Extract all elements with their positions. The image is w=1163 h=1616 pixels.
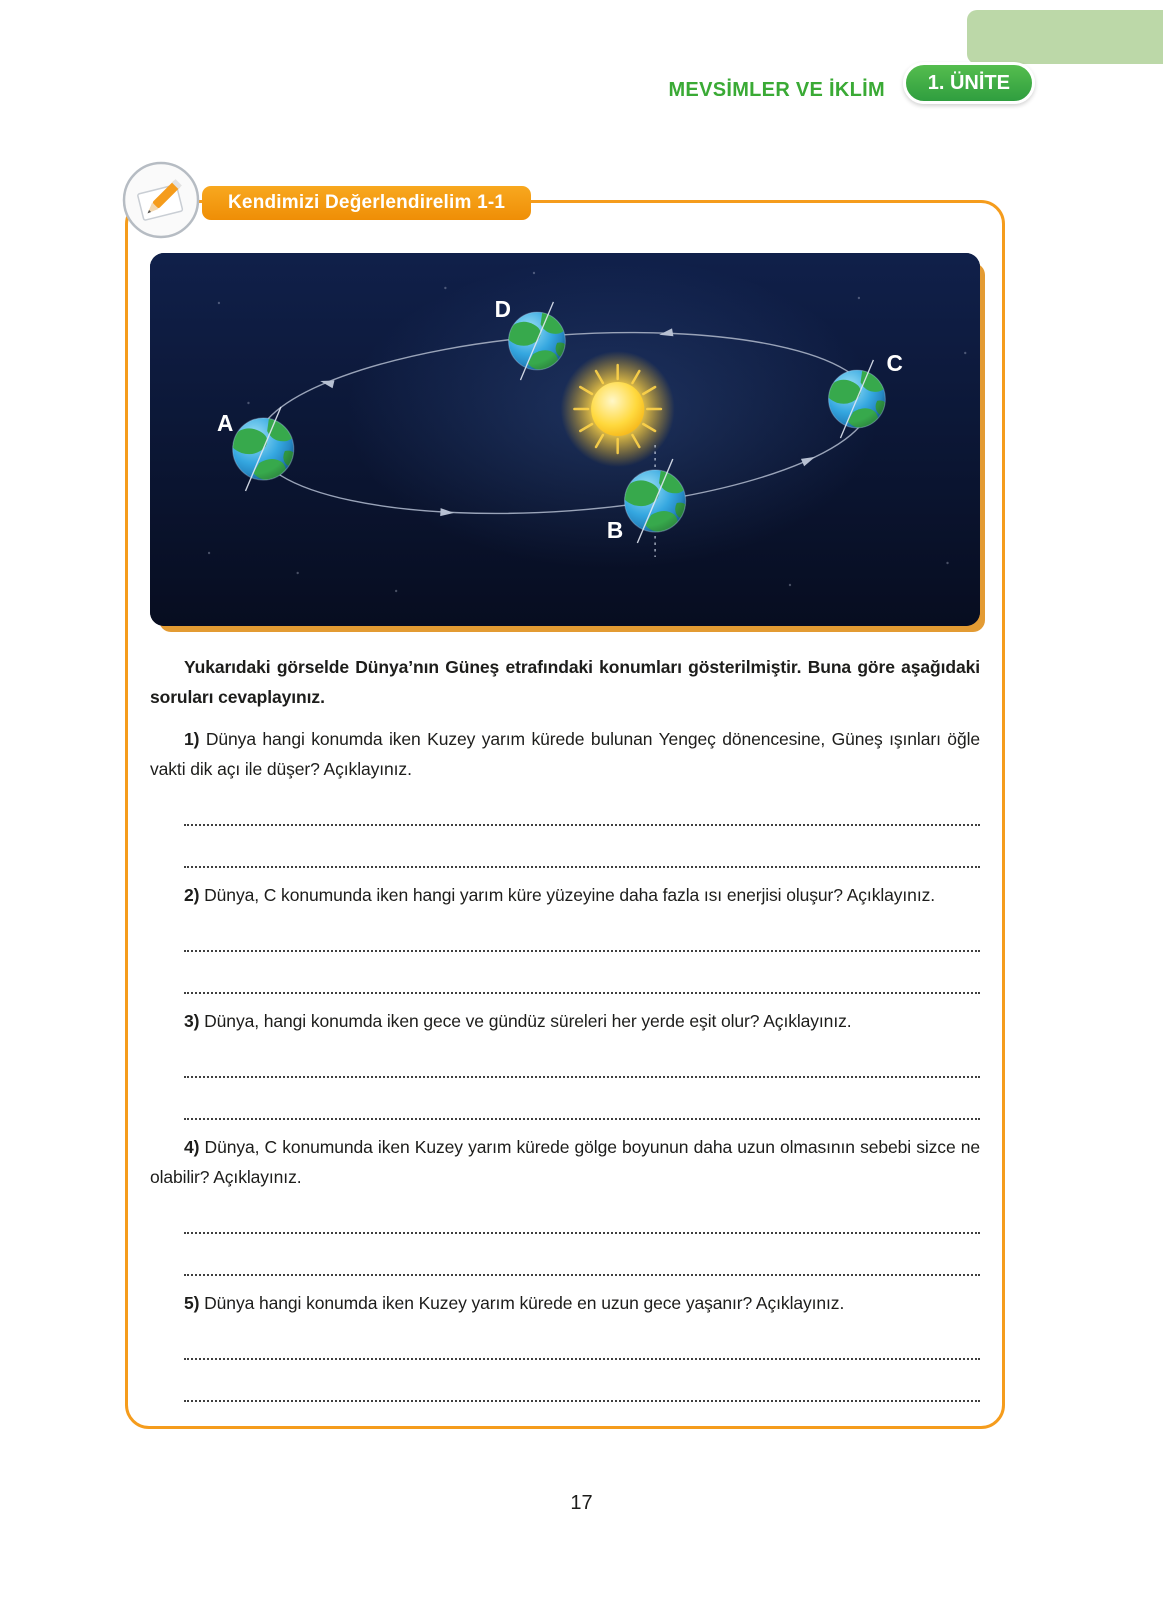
question-number: 4)	[184, 1137, 200, 1157]
question-block-2	[150, 880, 980, 994]
question-block-4	[150, 1132, 980, 1276]
question-body: Dünya, hangi konumda iken gece ve gündüz süreleri her yerde eşit olur? Açıklayınız.	[204, 1011, 852, 1031]
page-number: 17	[570, 1492, 593, 1514]
orbit-diagram	[150, 253, 980, 626]
sun	[561, 351, 675, 467]
question-text	[150, 880, 980, 910]
question-text	[150, 1132, 980, 1192]
corner-decoration	[967, 10, 1163, 64]
position-label-a: A	[216, 409, 234, 437]
answer-line	[184, 826, 980, 868]
answer-line	[184, 1360, 980, 1402]
question-body: Dünya, C konumunda iken hangi yarım küre yüzeyine daha fazla ısı enerjisi oluşur? Açıklayınız.	[204, 885, 935, 905]
question-block-1	[150, 724, 980, 868]
question-number: 1)	[184, 729, 200, 749]
worksheet-box	[125, 192, 1005, 1429]
question-body: Dünya, C konumunda iken Kuzey yarım kürede gölge boyunun daha uzun olmasının sebebi sizce ne olabilir? Açıklayınız.	[150, 1137, 981, 1187]
answer-line	[184, 1036, 980, 1078]
position-label-b: B	[606, 516, 624, 544]
pencil-icon	[120, 159, 202, 241]
question-number: 3)	[184, 1011, 200, 1031]
answer-line	[184, 1318, 980, 1360]
answer-line	[184, 1192, 980, 1234]
answer-line	[184, 784, 980, 826]
question-block-5	[150, 1288, 980, 1402]
question-text	[150, 724, 980, 784]
answer-line	[184, 910, 980, 952]
question-text	[150, 1288, 980, 1318]
answer-line	[184, 1234, 980, 1276]
intro-paragraph: Yukarıdaki görselde Dünya’nın Güneş etrafındaki konumları gösterilmiştir. Buna göre aşağıdaki soruları cevaplayınız.	[150, 657, 980, 707]
question-block-3	[150, 1006, 980, 1120]
question-number: 5)	[184, 1293, 200, 1313]
unit-badge: 1. ÜNİTE	[903, 62, 1035, 104]
question-text	[150, 1006, 980, 1036]
question-number: 2)	[184, 885, 200, 905]
answer-line	[184, 1078, 980, 1120]
position-label-d: D	[494, 295, 511, 323]
question-body: Dünya hangi konumda iken Kuzey yarım kürede bulunan Yengeç dönencesine, Güneş ışınları öğle vakti dik açı ile düşer? Açıklayınız.	[150, 729, 980, 779]
question-body: Dünya hangi konumda iken Kuzey yarım kürede en uzun gece yaşanır? Açıklayınız.	[204, 1293, 845, 1313]
unit-title: MEVSİMLER VE İKLİM	[668, 79, 885, 101]
answer-line	[184, 952, 980, 994]
worksheet-title: Kendimizi Değerlendirelim 1-1	[202, 186, 531, 220]
position-label-c: C	[886, 349, 903, 377]
